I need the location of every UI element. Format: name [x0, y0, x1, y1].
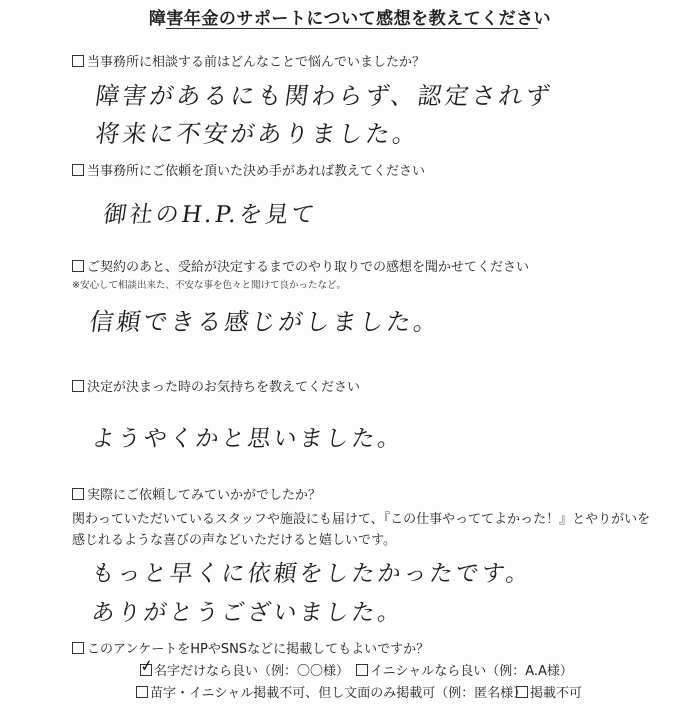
publish-option-label: 苗字・イニシャル掲載不可、但し文面のみ掲載可（例：匿名様）	[150, 686, 527, 701]
question-4-text: 決定が決まった時のお気持ちを教えてください	[87, 380, 361, 395]
question-checkbox	[72, 642, 84, 654]
check-mark-icon: ✓	[138, 655, 155, 676]
question-2	[72, 160, 425, 179]
question-1	[72, 51, 425, 70]
answer-5-line-1: もっと早くに依頼をしたかったです。	[89, 561, 534, 587]
title-underline	[166, 28, 538, 29]
question-3-note: ※安心して相談出来た、不安な事を色々と聞けて良かったなど。	[72, 280, 346, 291]
publish-option-surname-only[interactable]	[138, 655, 350, 679]
publish-option-not-allowed[interactable]	[516, 682, 582, 701]
answer-5-line-2: ありがとうございました。	[89, 600, 406, 626]
option-checkbox[interactable]	[516, 686, 528, 698]
page-title: 障害年金のサポートについて感想を教えてください	[148, 9, 552, 29]
question-checkbox	[72, 164, 84, 176]
answer-1-line-2: 将来に不安がありました。	[93, 120, 422, 148]
publish-option-initials[interactable]	[356, 660, 573, 679]
question-3-text: ご契約のあと、受給が決定するまでのやり取りでの感想を聞かせてください	[87, 260, 530, 275]
question-1-text: 当事務所に相談する前はどんなことで悩んでいましたか？	[87, 55, 426, 70]
question-checkbox	[72, 55, 84, 67]
question-5-description-line-1: 関わっていただいているスタッフや施設にも届けて、『この仕事やっててよかった！』とやりがいを	[72, 512, 651, 527]
question-checkbox	[72, 260, 84, 272]
question-5-description-line-2: 感じれるような喜びの声などいただけると嬉しいです。	[72, 533, 396, 548]
question-2-text: 当事務所にご依頼を頂いた決め手があれば教えてください	[87, 164, 426, 179]
publish-question	[72, 638, 429, 657]
answer-3-line-1: 信頼できる感じがしました。	[87, 308, 443, 336]
option-checkbox[interactable]	[138, 655, 155, 676]
publish-option-label: 名字だけなら良い（例：〇〇様）	[154, 664, 350, 679]
question-checkbox	[72, 380, 84, 392]
option-checkbox[interactable]	[356, 664, 368, 676]
publish-option-text-only[interactable]	[136, 682, 526, 701]
question-5-text: 実際にご依頼してみていかがでしたか？	[87, 488, 322, 503]
answer-4-line-1: ようやくかと思いました。	[89, 426, 406, 452]
question-4	[72, 376, 360, 395]
publish-question-text: このアンケートをHPやSNSなどに掲載してもよいですか？	[87, 642, 430, 657]
question-checkbox	[72, 488, 84, 500]
question-3	[72, 256, 529, 275]
answer-1-line-1: 障害があるにも関わらず、認定されず	[93, 82, 555, 110]
option-checkbox[interactable]	[136, 686, 148, 698]
question-5	[72, 484, 321, 503]
answer-2-line-1: 御社のH.P.を見て	[101, 202, 319, 228]
publish-option-label: 掲載不可	[530, 686, 583, 701]
publish-option-label: イニシャルなら良い（例：A.A様）	[370, 664, 573, 679]
